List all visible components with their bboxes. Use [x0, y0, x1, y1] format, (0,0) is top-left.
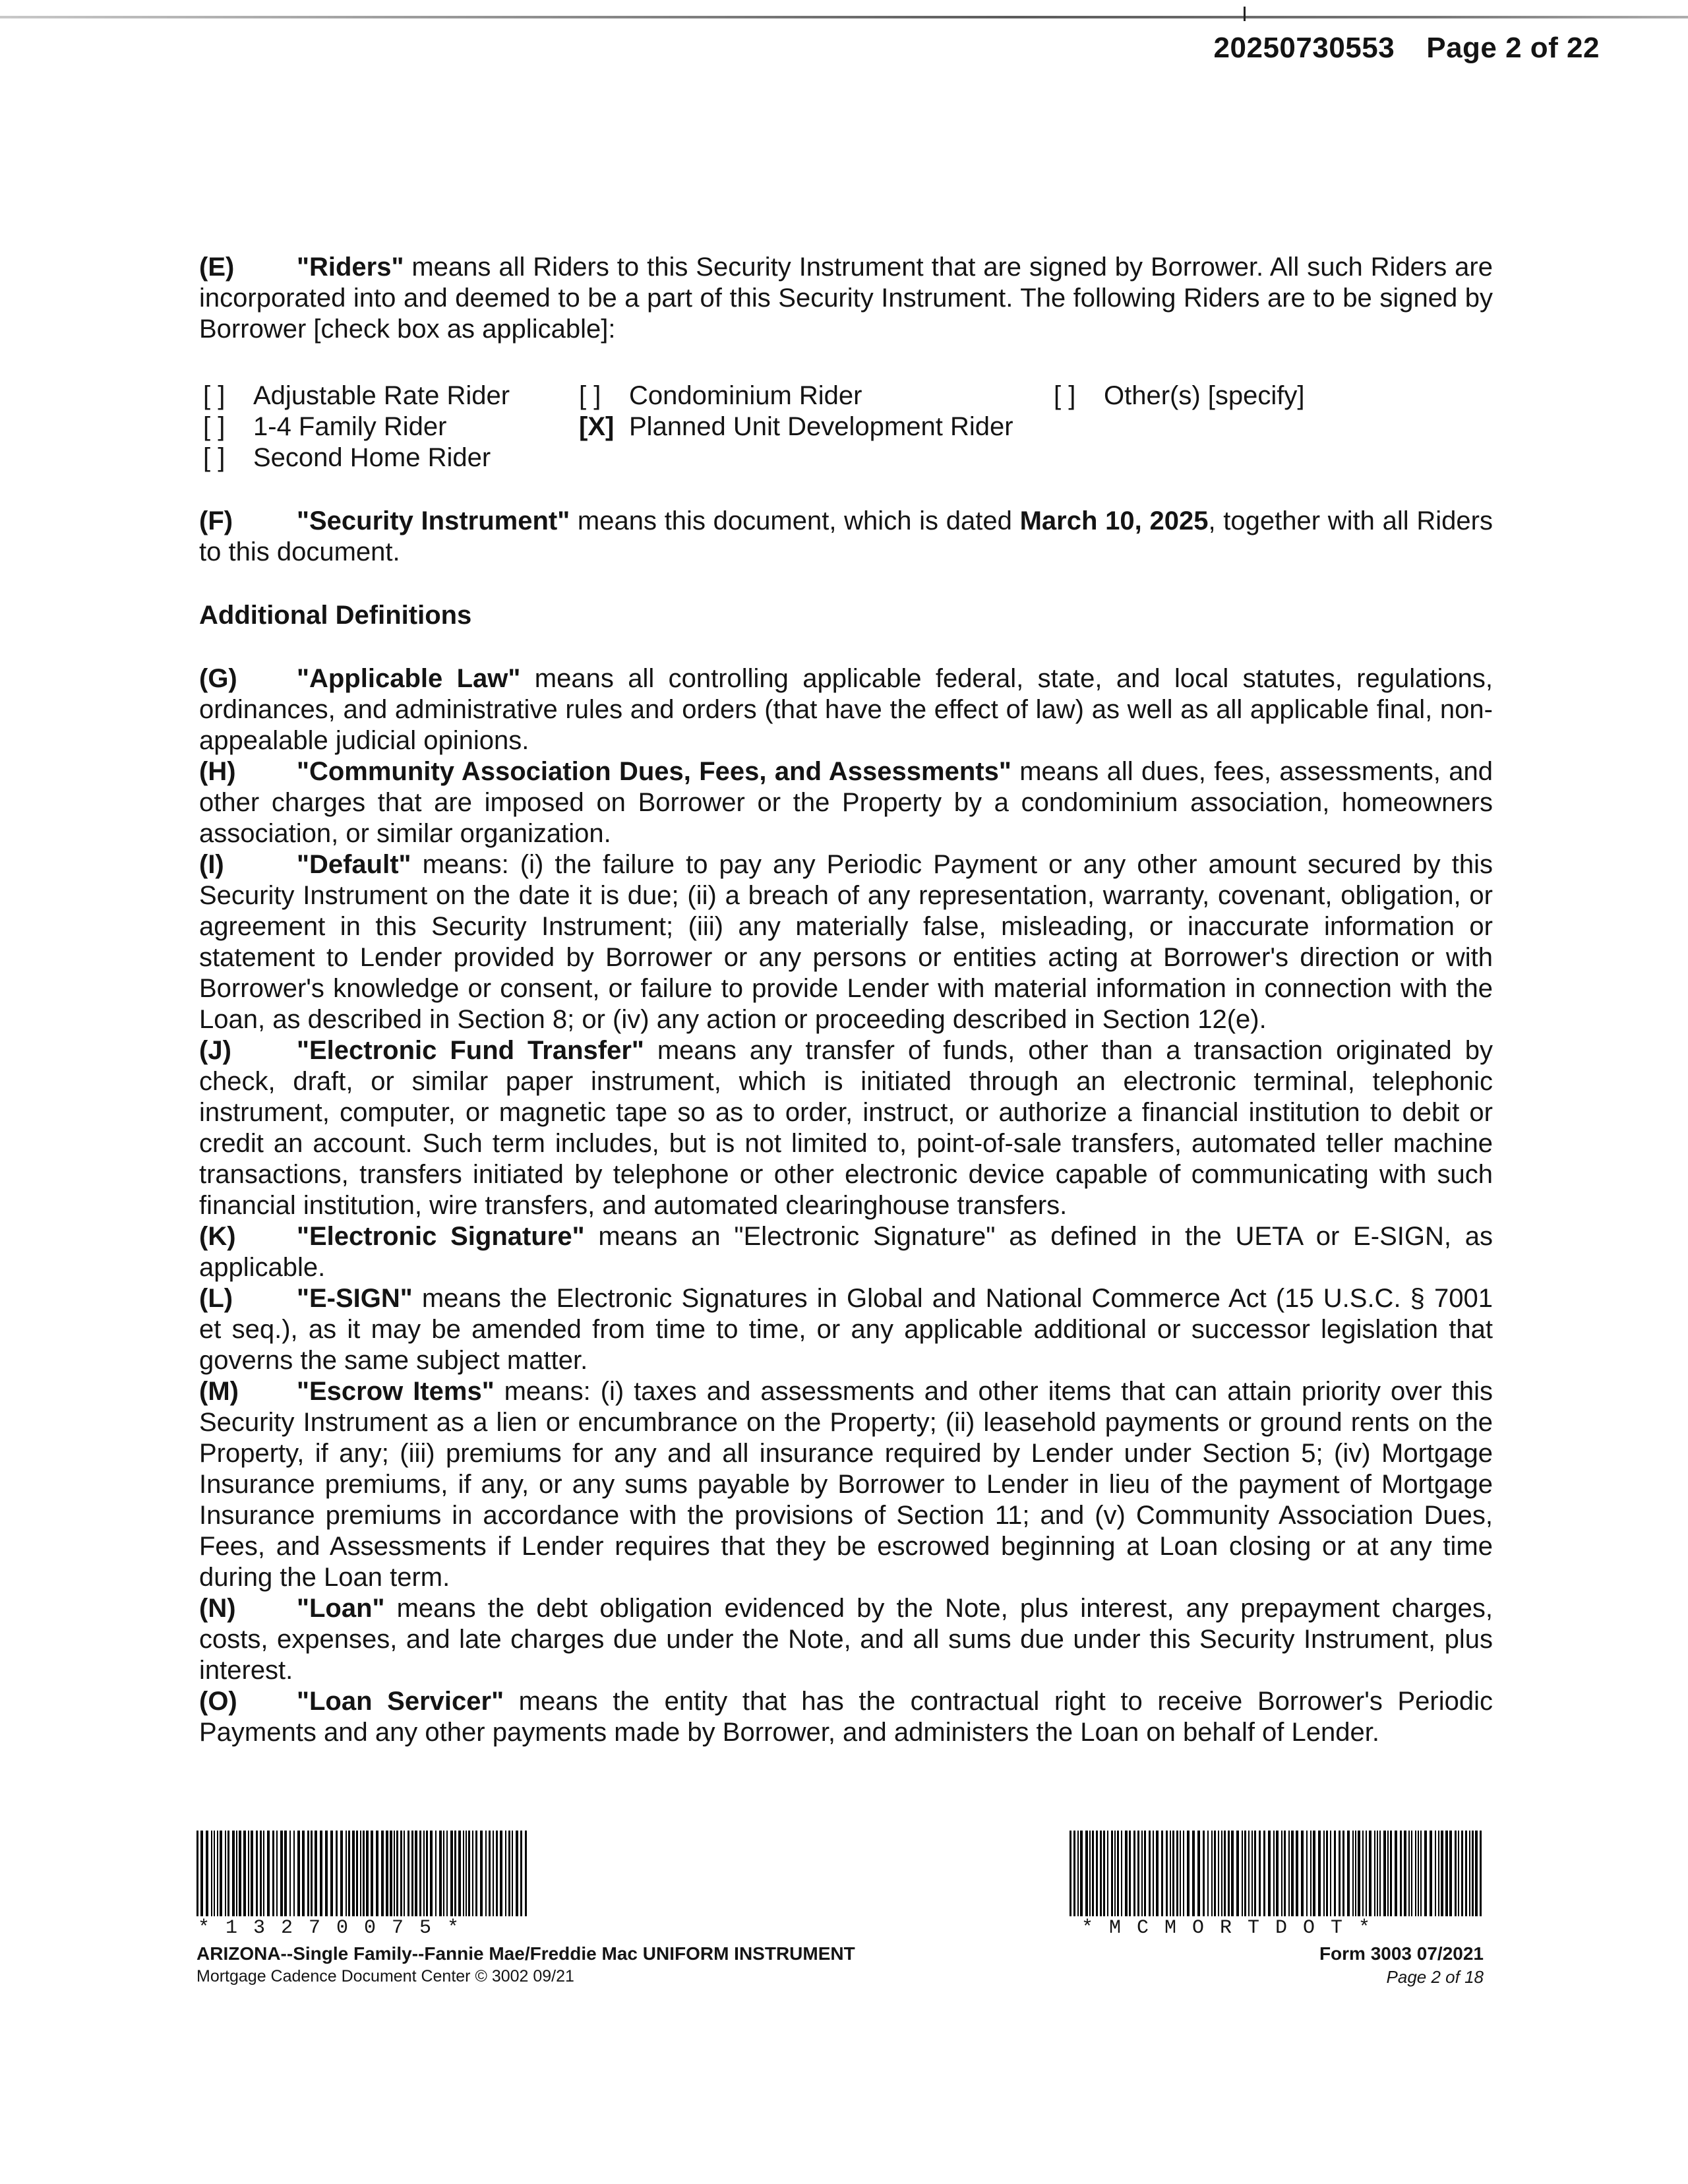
- form-page: Page 2 of 18: [1386, 1967, 1484, 1987]
- barcode-bar: [1284, 1831, 1286, 1916]
- scan-edge-line: [0, 16, 1688, 18]
- section-label: (M): [199, 1377, 239, 1406]
- barcode-bar: [1379, 1831, 1381, 1916]
- barcode-bar: [508, 1831, 510, 1916]
- barcode-bar: [1400, 1831, 1402, 1916]
- barcode-bar: [1176, 1831, 1178, 1916]
- barcode-bar: [1207, 1831, 1209, 1916]
- barcode-bar: [1092, 1831, 1094, 1916]
- section-label: (N): [199, 1594, 236, 1623]
- barcode-bar: [371, 1831, 373, 1916]
- rider-1-4-family: [203, 411, 579, 442]
- section-heading: Additional Definitions: [199, 601, 472, 630]
- barcode-bar: [1480, 1831, 1482, 1916]
- definition-text: means the debt obligation evidenced by the Note, plus interest, any prepayment charges, costs, expenses, and late charges due under the Note, and all sums due under this Security Instrument, plus interest.: [199, 1594, 1493, 1685]
- barcode-bar: [419, 1831, 421, 1916]
- barcode-bar: [1377, 1831, 1378, 1916]
- barcode-bar: [423, 1831, 425, 1916]
- barcode-bar: [1301, 1831, 1304, 1916]
- barcode-bar: [480, 1831, 483, 1916]
- page-header: [1214, 32, 1600, 65]
- barcode-bar: [330, 1831, 333, 1916]
- barcode-bar: [454, 1831, 456, 1916]
- barcode-bar: [520, 1831, 522, 1916]
- barcode-bar: [1263, 1831, 1265, 1916]
- barcode-bar: [1461, 1831, 1463, 1916]
- barcode-bar: [466, 1831, 467, 1916]
- barcode-bar: [1445, 1831, 1448, 1916]
- barcode-bar: [1288, 1831, 1290, 1916]
- rider-label: Other(s) [specify]: [1104, 381, 1305, 410]
- barcode-bar: [1281, 1831, 1282, 1916]
- definition-text: means the entity that has the contractual right to receive Borrower's Periodic Payments and any other payments made by Borrower, and administers the Loan on behalf of Lender.: [199, 1687, 1493, 1747]
- defined-term: "E-SIGN": [297, 1284, 413, 1313]
- barcode-bar: [1107, 1831, 1108, 1916]
- rider-label: Condominium Rider: [629, 381, 862, 410]
- barcode-bar: [1276, 1831, 1279, 1916]
- section-f: [199, 506, 1493, 568]
- barcode-bar: [443, 1831, 444, 1916]
- barcode-bar: [1144, 1831, 1146, 1916]
- page-indicator: Page 2 of 22: [1426, 32, 1600, 64]
- barcode-bar: [1129, 1831, 1131, 1916]
- barcode-bar: [1153, 1831, 1154, 1916]
- barcode-bar: [1475, 1831, 1478, 1916]
- defined-term: "Community Association Dues, Fees, and Assessments": [297, 757, 1011, 786]
- barcode-bar: [366, 1831, 369, 1916]
- barcode-bar: [340, 1831, 343, 1916]
- barcode-bar: [1465, 1831, 1467, 1916]
- barcode-bar: [415, 1831, 417, 1916]
- barcode-bar: [1180, 1831, 1181, 1916]
- barcode-bar: [336, 1831, 338, 1916]
- barcode-bar: [1187, 1831, 1190, 1916]
- section-label: (L): [199, 1284, 233, 1313]
- barcode-bar: [1469, 1831, 1470, 1916]
- definition-electronic-signature: [199, 1221, 1493, 1283]
- barcode-bar: [1306, 1831, 1308, 1916]
- barcode-bar: [256, 1831, 258, 1916]
- additional-definitions: [199, 600, 1493, 631]
- defined-term: "Default": [297, 850, 411, 879]
- barcode-bar: [1411, 1831, 1412, 1916]
- barcode-bar: [463, 1831, 464, 1916]
- barcode-bar: [217, 1831, 218, 1916]
- barcode-bar: [472, 1831, 473, 1916]
- barcode-bar: [1096, 1831, 1098, 1916]
- barcode-bar: [284, 1831, 287, 1916]
- barcode-bar: [1291, 1831, 1294, 1916]
- barcode-bar: [525, 1831, 527, 1916]
- barcode-bar: [396, 1831, 398, 1916]
- barcode-bar: [430, 1831, 433, 1916]
- barcode-bar: [1156, 1831, 1159, 1916]
- checkbox: [ ]: [203, 412, 226, 441]
- barcode-bar: [243, 1831, 246, 1916]
- defined-term: "Loan Servicer": [297, 1687, 504, 1716]
- barcode-bar: [1326, 1831, 1328, 1916]
- checkbox: [ ]: [1054, 381, 1076, 410]
- barcode-bar: [468, 1831, 470, 1916]
- barcode-bar: [356, 1831, 358, 1916]
- barcode-bar: [493, 1831, 494, 1916]
- rider-adjustable-rate: [203, 380, 579, 411]
- section-label: (J): [199, 1036, 231, 1065]
- barcode-bar: [1330, 1831, 1331, 1916]
- barcode-bar: [1310, 1831, 1311, 1916]
- barcode-bar: [200, 1831, 203, 1916]
- barcode-bar: [315, 1831, 317, 1916]
- barcode-bar: [360, 1831, 361, 1916]
- definition-loan-servicer: [199, 1686, 1493, 1748]
- barcode-bar: [1296, 1831, 1298, 1916]
- barcode-bar: [352, 1831, 355, 1916]
- barcode-bar: [505, 1831, 506, 1916]
- barcode-bar: [516, 1831, 518, 1916]
- rider-label: 1-4 Family Rider: [253, 412, 447, 441]
- barcode-bar: [1441, 1831, 1443, 1916]
- barcode-bar: [381, 1831, 384, 1916]
- barcode-bar: [1458, 1831, 1459, 1916]
- definition-text: means: (i) taxes and assessments and other items that can attain priority over this Security Instrument as a lien or encumbrance on the Property; (ii) leasehold payments or ground rents on the Property, if any; (iii) premiums for any and all insurance required by Lender under Section 5; (iv) Mortgage Insurance premiums, if any, or any sums payable by Borrower to Lender in lieu of the payment of Mortgage Insurance premiums in accordance with the provisions of Section 11; and (v) Community Association Dues, Fees, and Assessments if Lender requires that they be escrowed beginning at Loan closing or at any time during the Loan term.: [199, 1377, 1493, 1592]
- form-number: Form 3003 07/2021: [1319, 1943, 1484, 1964]
- barcode-bar: [1268, 1831, 1271, 1916]
- checkbox: [ ]: [579, 381, 601, 410]
- barcode-bar: [376, 1831, 378, 1916]
- definition-text: means an "Electronic Signature" as defined in the UETA or E-SIGN, as applicable.: [199, 1222, 1493, 1282]
- barcode-bar: [1172, 1831, 1174, 1916]
- barcode-bar: [211, 1831, 212, 1916]
- barcode-bar: [1161, 1831, 1163, 1916]
- barcode-bar: [1455, 1831, 1457, 1916]
- barcode-bar: [232, 1831, 235, 1916]
- barcode-right-caption: *MCMORTDOT*: [1081, 1917, 1387, 1939]
- barcode-bar: [512, 1831, 513, 1916]
- barcode-bar: [1111, 1831, 1113, 1916]
- barcode-bar: [1418, 1831, 1419, 1916]
- barcode-bar: [1334, 1831, 1336, 1916]
- barcode-bar: [1073, 1831, 1075, 1916]
- barcode-bar: [311, 1831, 313, 1916]
- barcode-bar: [1137, 1831, 1139, 1916]
- section-label: (I): [199, 850, 224, 879]
- barcode-bar: [1355, 1831, 1356, 1916]
- scan-mark: [1244, 7, 1246, 21]
- barcode-bar: [214, 1831, 215, 1916]
- barcode-bar: [1100, 1831, 1102, 1916]
- barcode-bar: [489, 1831, 491, 1916]
- barcode-bar: [1251, 1831, 1253, 1916]
- definition-text: means all dues, fees, assessments, and other charges that are imposed on Borrower or the Property by a condominium association, homeowners association, or similar organization.: [199, 757, 1493, 848]
- barcode-bar: [1415, 1831, 1416, 1916]
- barcode-bar: [1366, 1831, 1367, 1916]
- barcode-bar: [1318, 1831, 1321, 1916]
- barcode-bar: [1228, 1831, 1230, 1916]
- barcode-bar: [302, 1831, 305, 1916]
- barcode-bar: [239, 1831, 241, 1916]
- dated-value: March 10, 2025: [1019, 506, 1209, 535]
- barcode-bar: [394, 1831, 395, 1916]
- barcode-bar: [485, 1831, 487, 1916]
- section-label: (K): [199, 1222, 236, 1251]
- defined-term: "Electronic Signature": [297, 1222, 585, 1251]
- barcode-bar: [260, 1831, 262, 1916]
- barcode-bar: [1472, 1831, 1474, 1916]
- definition-electronic-fund-transfer: [199, 1035, 1493, 1221]
- section-label: (H): [199, 757, 236, 786]
- barcode-bar: [1248, 1831, 1250, 1916]
- barcode-bar: [1231, 1831, 1234, 1916]
- barcode-bar: [1342, 1831, 1344, 1916]
- checkbox: [ ]: [203, 381, 226, 410]
- definition-text: means the Electronic Signatures in Global and National Commerce Act (15 U.S.C. § 7001 et seq.), as it may be amended from time to time, or any applicable additional or successor legislation that governs the same subject matter.: [199, 1284, 1493, 1375]
- rider-label: Second Home Rider: [253, 443, 491, 472]
- barcode-bar: [1420, 1831, 1422, 1916]
- definition-e-sign: [199, 1283, 1493, 1376]
- barcode-bar: [1133, 1831, 1135, 1916]
- barcode-bar: [220, 1831, 222, 1916]
- barcode-bar: [1170, 1831, 1171, 1916]
- barcode-bar: [439, 1831, 442, 1916]
- barcode-bar: [1080, 1831, 1083, 1916]
- definition-loan: [199, 1593, 1493, 1686]
- barcode-right: [1070, 1831, 1484, 1916]
- barcode-bar: [446, 1831, 448, 1916]
- barcode-bar: [1214, 1831, 1216, 1916]
- rider-second-home: [203, 442, 579, 473]
- barcode-bar: [1192, 1831, 1195, 1916]
- barcode-bar: [267, 1831, 270, 1916]
- barcode-bar: [1218, 1831, 1219, 1916]
- defined-term: "Riders": [297, 253, 404, 282]
- definition-escrow-items: [199, 1376, 1493, 1593]
- barcode-bar: [404, 1831, 405, 1916]
- riders-checklist: [203, 380, 1497, 473]
- barcode-bar: [1103, 1831, 1105, 1916]
- barcode-bar: [1117, 1831, 1119, 1916]
- barcode-bar: [386, 1831, 388, 1916]
- barcode-bar: [1273, 1831, 1275, 1916]
- barcode-bar: [1141, 1831, 1143, 1916]
- definition-text: means all Riders to this Security Instrument that are signed by Borrower. All such Riders are incorporated into and deemed to be a part of this Security Instrument. The following Riders are to be signed by Borrower [check box as applicable]:: [199, 253, 1493, 344]
- defined-term: "Applicable Law": [297, 664, 521, 693]
- barcode-bar: [236, 1831, 237, 1916]
- barcode-bar: [450, 1831, 453, 1916]
- barcode-bar: [1374, 1831, 1375, 1916]
- section-label: (F): [199, 506, 233, 535]
- definition-default: [199, 849, 1493, 1035]
- barcode-bar: [1369, 1831, 1372, 1916]
- barcode-bar: [1121, 1831, 1122, 1916]
- rider-label: Adjustable Rate Rider: [253, 381, 510, 410]
- barcode-bar: [276, 1831, 278, 1916]
- checkbox: [ ]: [203, 443, 226, 472]
- barcode-bar: [1438, 1831, 1439, 1916]
- barcode-bar: [346, 1831, 347, 1916]
- definition-text: means any transfer of funds, other than a transaction originated by check, draft, or similar paper instrument, which is initiated through an electronic terminal, telephonic instrument, computer, or magnetic tape so as to order, instruct, or authorize a financial institution to debit or credit an account. Such term includes, but is not limited to, point-of-sale transfers, automated teller machine transactions, transfers initiated by telephone or other electronic device capable of communicating with such financial institution, wire transfers, and automated clearinghouse transfers.: [199, 1036, 1493, 1220]
- definition-text: means all controlling applicable federal, state, and local statutes, regulations, ordinances, and administrative rules and orders (that have the effect of law) as well as all applicable final, non-appealable judicial opinions.: [199, 664, 1493, 755]
- definition-text: , together with all Riders to this document.: [199, 506, 1493, 566]
- rider-label: Planned Unit Development Rider: [629, 412, 1013, 441]
- barcode-bar: [227, 1831, 229, 1916]
- barcode-bar: [1070, 1831, 1071, 1916]
- barcode-bar: [400, 1831, 402, 1916]
- barcode-bar: [1114, 1831, 1116, 1916]
- barcode-bar: [1424, 1831, 1427, 1916]
- barcode-bar: [320, 1831, 322, 1916]
- barcode-bar: [1203, 1831, 1205, 1916]
- barcode-bar: [1313, 1831, 1315, 1916]
- barcode-bar: [1197, 1831, 1200, 1916]
- rider-condominium: [579, 380, 1054, 411]
- barcode-bar: [1085, 1831, 1088, 1916]
- section-label: (G): [199, 664, 237, 693]
- barcode-bar: [1244, 1831, 1246, 1916]
- barcode-bar: [1077, 1831, 1079, 1916]
- section-e: [199, 252, 1493, 345]
- barcode-bar: [1358, 1831, 1360, 1916]
- footer-left: [196, 1943, 855, 1986]
- barcode-bar: [407, 1831, 409, 1916]
- barcode-bar: [348, 1831, 350, 1916]
- barcode-bar: [1236, 1831, 1239, 1916]
- section-label: (E): [199, 253, 235, 282]
- form-title: ARIZONA--Single Family--Fannie Mae/Freddie Mac UNIFORM INSTRUMENT: [196, 1943, 855, 1964]
- definition-text: means this document, which is dated: [570, 506, 1020, 535]
- checkbox-checked: [X]: [579, 412, 615, 441]
- barcode-bar: [225, 1831, 226, 1916]
- barcode-bar: [1352, 1831, 1354, 1916]
- barcode-bar: [390, 1831, 392, 1916]
- definition-community-association-dues: [199, 756, 1493, 849]
- barcode-bar: [1347, 1831, 1350, 1916]
- barcode-bar: [363, 1831, 365, 1916]
- definition-applicable-law: [199, 663, 1493, 756]
- barcode-bar: [1211, 1831, 1213, 1916]
- barcode-bar: [248, 1831, 249, 1916]
- barcode-bar: [272, 1831, 274, 1916]
- barcode-bar: [426, 1831, 428, 1916]
- definition-riders: [199, 252, 1493, 345]
- barcode-bar: [1254, 1831, 1256, 1916]
- barcode-bar: [1183, 1831, 1184, 1916]
- barcode-bar: [251, 1831, 253, 1916]
- barcode-bar: [1435, 1831, 1436, 1916]
- document-center: Mortgage Cadence Document Center © 3002 09/21: [196, 1967, 574, 1986]
- barcode-bar: [1404, 1831, 1406, 1916]
- barcode-bar: [1221, 1831, 1222, 1916]
- defined-term: "Security Instrument": [297, 506, 570, 535]
- barcode-bar: [1339, 1831, 1341, 1916]
- barcode-bar: [435, 1831, 437, 1916]
- barcode-bar: [297, 1831, 300, 1916]
- defined-term: "Escrow Items": [297, 1377, 495, 1406]
- barcode-bar: [1323, 1831, 1325, 1916]
- barcode-bar: [1395, 1831, 1397, 1916]
- barcode-bar: [1430, 1831, 1432, 1916]
- barcode-bar: [458, 1831, 461, 1916]
- defined-term: "Electronic Fund Transfer": [297, 1036, 644, 1065]
- barcode-bar: [475, 1831, 477, 1916]
- barcode-bar: [325, 1831, 328, 1916]
- barcode-bar: [307, 1831, 309, 1916]
- barcode-bar: [196, 1831, 198, 1916]
- barcode-bar: [1089, 1831, 1091, 1916]
- barcode-bar: [1449, 1831, 1452, 1916]
- barcode-bar: [1224, 1831, 1226, 1916]
- barcode-bar: [1383, 1831, 1386, 1916]
- barcode-bar: [1166, 1831, 1168, 1916]
- barcode-bar: [1387, 1831, 1389, 1916]
- barcode-bar: [1125, 1831, 1128, 1916]
- barcode-bar: [1390, 1831, 1392, 1916]
- definition-text: means: (i) the failure to pay any Periodic Payment or any other amount secured by this Security Instrument on the date it is due; (ii) a breach of any representation, warranty, covenant, obligation, or agreement in this Security Instrument; (iii) any materially false, misleading, or inaccurate information or statement to Lender provided by Borrower or any persons or entities acting at Borrower's direction or with Borrower's knowledge or consent, or failure to provide Lender with material information in connection with the Loan, as described in Section 8; or (iv) any action or proceeding described in Section 12(e).: [199, 850, 1493, 1034]
- barcode-bar: [1362, 1831, 1364, 1916]
- rider-other: [1054, 380, 1449, 411]
- barcode-left-caption: *13270075*: [198, 1917, 475, 1939]
- barcode-bar: [1242, 1831, 1243, 1916]
- barcode-bar: [293, 1831, 295, 1916]
- barcode-bar: [500, 1831, 502, 1916]
- document-number: 20250730553: [1213, 32, 1395, 64]
- barcode-bar: [411, 1831, 413, 1916]
- section-label: (O): [199, 1687, 237, 1716]
- barcode-bar: [289, 1831, 291, 1916]
- rider-planned-unit-development: [579, 411, 1054, 442]
- defined-term: "Loan": [297, 1594, 385, 1623]
- barcode-bar: [1149, 1831, 1151, 1916]
- barcode-bar: [206, 1831, 208, 1916]
- barcode-bar: [496, 1831, 498, 1916]
- barcode-bar: [280, 1831, 283, 1916]
- footer-right: [1319, 1943, 1484, 1987]
- barcode-bar: [263, 1831, 264, 1916]
- definitions-list: [199, 663, 1493, 1748]
- barcode-bar: [1259, 1831, 1261, 1916]
- barcode-bar: [1408, 1831, 1410, 1916]
- barcode-left: [196, 1831, 529, 1916]
- definition-security-instrument: [199, 506, 1493, 568]
